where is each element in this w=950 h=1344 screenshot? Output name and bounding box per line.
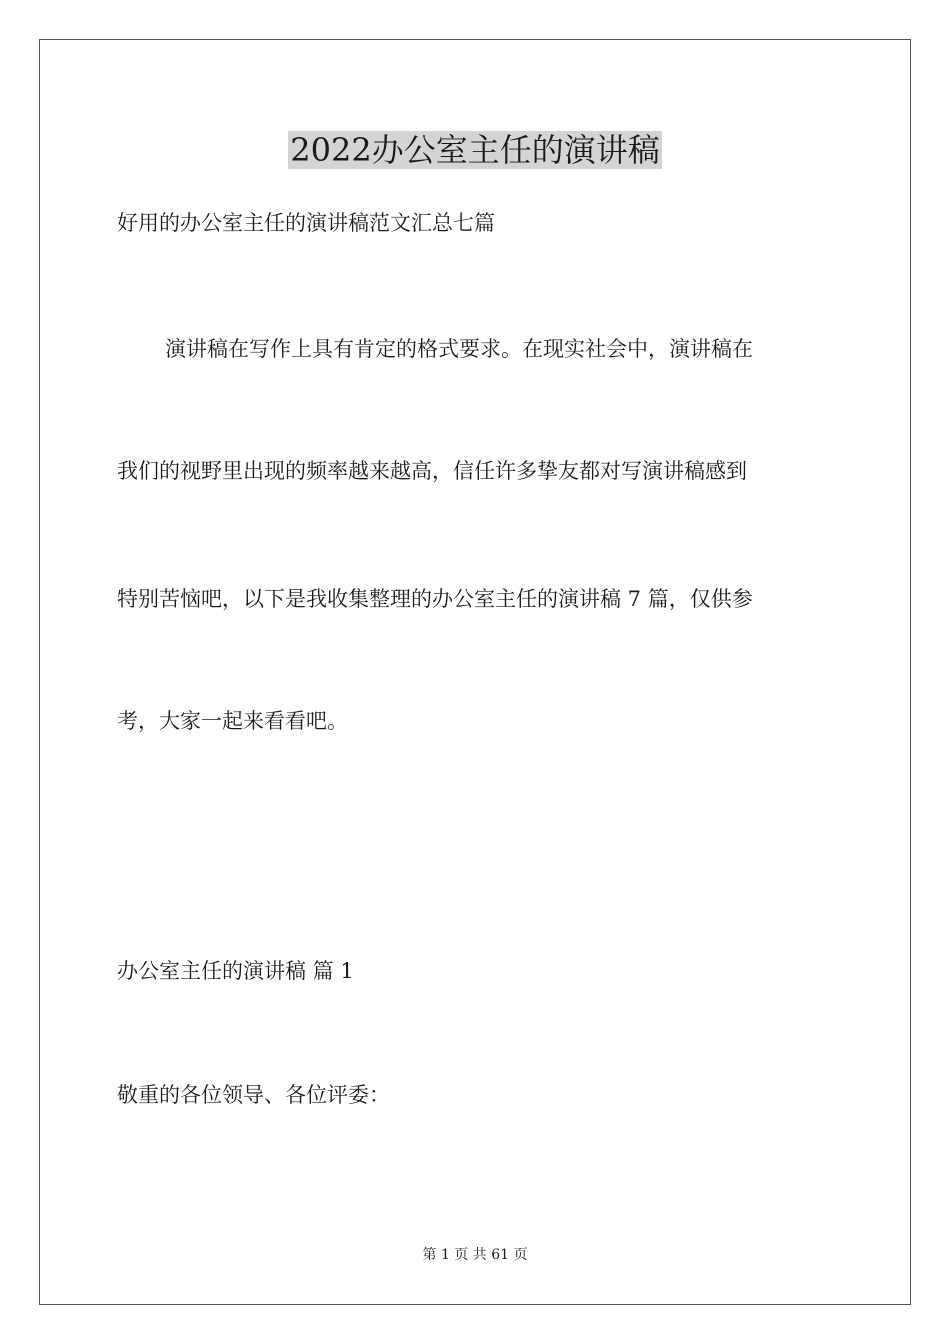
title-text: 2022办公室主任的演讲稿 [290,131,660,169]
document-title [0,128,950,172]
intro-line-3: 特别苦恼吧，以下是我收集整理的办公室主任的演讲稿 7 篇，仅供参 [117,587,753,611]
subtitle: 好用的办公室主任的演讲稿范文汇总七篇 [117,211,495,235]
intro-line-2: 我们的视野里出现的频率越来越高，信任许多挚友都对写演讲稿感到 [117,459,747,483]
intro-line-1: 演讲稿在写作上具有肯定的格式要求。在现实社会中，演讲稿在 [165,337,753,361]
page-footer: 第 1 页 共 61 页 [422,1247,528,1263]
section-heading: 办公室主任的演讲稿 篇 1 [117,959,354,983]
salutation: 敬重的各位领导、各位评委： [117,1083,390,1107]
intro-line-4: 考，大家一起来看看吧。 [117,709,348,733]
